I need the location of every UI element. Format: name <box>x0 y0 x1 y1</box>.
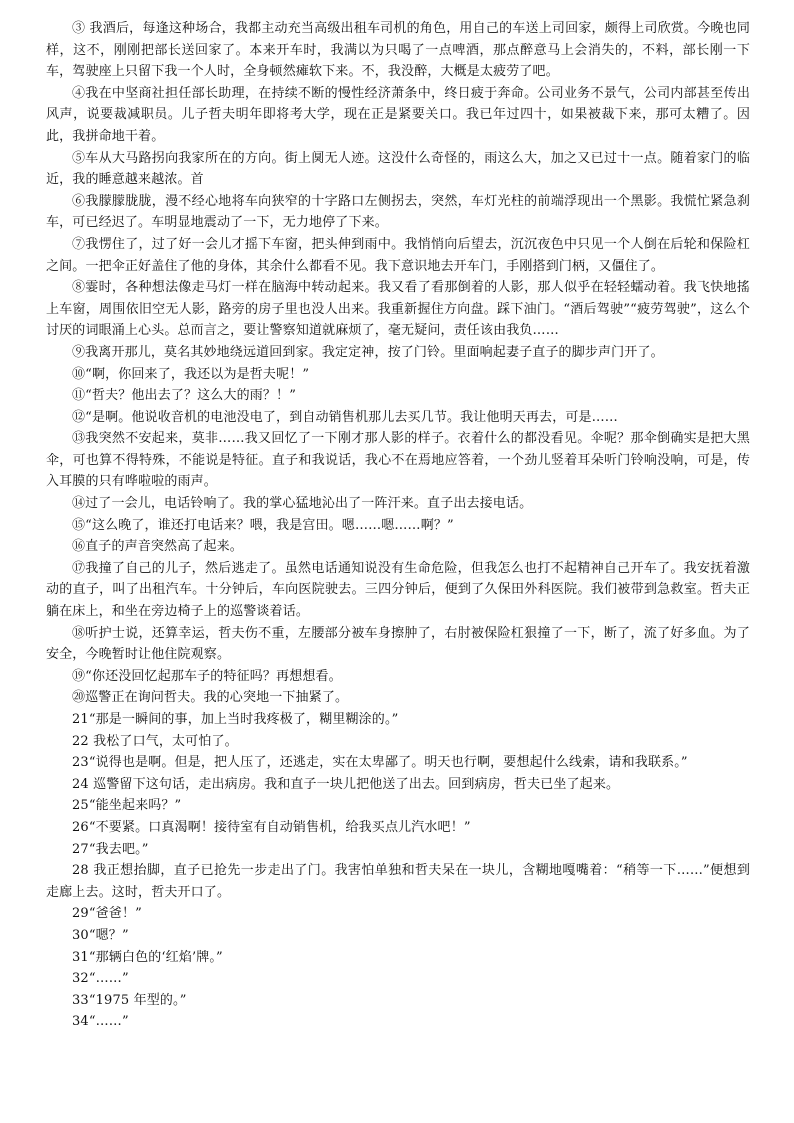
paragraph-21: 21“那是一瞬间的事，加上当时我疼极了，糊里糊涂的。” <box>72 712 399 727</box>
paragraph-14: ⑭过了一会儿，电话铃响了。我的掌心猛地沁出了一阵汗来。直子出去接电话。 <box>72 496 533 512</box>
paragraph-13: ⑬我突然不安起来，莫非……我又回忆了一下刚才那人影的样子。衣着什么的都没看见。伞呢？那伞倒确实是把大黑伞，可也算不得特殊，不能说是特征。直子和我说话，我心不在焉地应答着，一个劲儿竖着耳朵听门铃响没响，可是，传入耳膜的只有哗啦啦的雨声。 <box>46 431 750 490</box>
paragraph-17: ⑰我撞了自己的儿子，然后逃走了。虽然电话通知说没有生命危险，但我怎么也打不起精神自己开车了。我安抚着激动的直子，叫了出租汽车。十分钟后，车向医院驶去。三四分钟后，便到了久保田外科医院。我们被带到急救室。哲夫正躺在床上，和坐在旁边椅子上的巡警谈着话。 <box>46 560 750 620</box>
paragraph-4: ④我在中坚商社担任部长助理，在持续不断的慢性经济萧条中，终日疲于奔命。公司业务不景气，公司内部甚至传出风声，说要裁减职员。儿子哲夫明年即将考大学，现在正是紧要关口。我已年过四十，如果被裁下来，那可太糟了。因此，我拼命地干着。 <box>46 85 750 144</box>
paragraph-30: 30“嗯？” <box>72 927 129 943</box>
paragraph-24: 24 巡警留下这句话，走出病房。我和直子一块儿把他送了出去。回到病房，哲夫已坐了起来。 <box>72 776 620 792</box>
paragraph-15: ⑮“这么晚了，谁还打电话来？喂，我是宫田。嗯……嗯……啊？” <box>72 517 454 533</box>
paragraph-31: 31“那辆白色的‘红焰’牌。” <box>72 949 223 965</box>
paragraph-28: 28 我正想抬脚，直子已抢先一步走出了门。我害怕单独和哲夫呆在一块儿，含糊地嘎嘴着：“稍等一下……”便想到走廊上去。这时，哲夫开口了。 <box>46 863 750 900</box>
paragraph-26: 26“不要紧。口真渴啊！接待室有自动销售机，给我买点儿汽水吧！” <box>72 819 471 835</box>
paragraph-34: 34“……” <box>72 1014 129 1030</box>
paragraph-33: 33“1975 年型的。” <box>72 992 187 1008</box>
paragraph-9: ⑨我离开那儿，莫名其妙地绕远道回到家。我定定神，按了门铃。里面响起妻子直子的脚步声门开了。 <box>72 344 664 360</box>
paragraph-29: 29“爸爸！” <box>72 906 142 922</box>
paragraph-25: 25“能坐起来吗？” <box>72 798 182 814</box>
paragraph-10: ⑩“啊，你回来了，我还以为是哲夫呢！” <box>72 366 310 382</box>
paragraph-32: 32“……” <box>72 971 129 987</box>
paragraph-7: ⑦我愣住了，过了好一会儿才摇下车窗，把头伸到雨中。我悄悄向后望去，沉沉夜色中只见一个人倒在后轮和保险杠之间。一把伞正好盖住了他的身体，其余什么都看不见。我下意识地去开车门，手刚搭到门柄，又僵住了。 <box>46 236 750 274</box>
paragraph-18: ⑱听护士说，还算幸运，哲夫伤不重，左腰部分被车身擦肿了，右肘被保险杠狠撞了一下，断了，流了好多血。为了安全，今晚暂时让他住院观察。 <box>46 625 750 663</box>
document-page <box>46 18 750 1033</box>
paragraph-22: 22 我松了口气，太可怕了。 <box>72 733 238 749</box>
paragraph-20: ⑳巡警正在询问哲夫。我的心突地一下抽紧了。 <box>72 690 349 706</box>
paragraph-6: ⑥我朦朦胧胧，漫不经心地将车向狭窄的十字路口左侧拐去，突然，车灯光柱的前端浮现出一个黑影。我慌忙紧急刹车，可已经迟了。车明显地震动了一下，无力地停了下来。 <box>46 193 750 231</box>
paragraph-11: ⑪“哲夫？他出去了？这么大的雨？！” <box>72 388 296 404</box>
paragraph-19: ⑲“你还没回忆起那车子的特征吗？再想想看。 <box>72 668 342 684</box>
paragraph-12: ⑫“是啊。他说收音机的电池没电了，到自动销售机那儿去买几节。我让他明天再去，可是…… <box>72 409 618 425</box>
paragraph-8: ⑧霎时，各种想法像走马灯一样在脑海中转动起来。我又看了看那倒着的人影，那人似乎在轻轻蠕动着。我飞快地搖上车窗，周围依旧空无人影，路旁的房子里也没人出来。我重新握住方向盘。踩下油门。“酒后驾驶”“疲劳驾驶”，这么个讨厌的词眼涌上心头。总而言之，要让警察知道就麻烦了，毫无疑问，责任该由我负…… <box>46 280 750 339</box>
paragraph-16: ⑯直子的声音突然高了起来。 <box>72 539 243 555</box>
paragraph-27: 27“我去吧。” <box>72 841 149 857</box>
paragraph-3: ③ 我酒后，每逢这种场合，我都主动充当高级出租车司机的角色，用自己的车送上司回家，颇得上司欣赏。今晚也同样，这不，刚刚把部长送回家了。本来开车时，我满以为只喝了一点啤酒，那点醉意马上会消失的，不料，部长刚一下车，驾驶座上只留下我一个人时，全身顿然瘫软下来。不，我没醉，大概是太疲劳了吧。 <box>46 21 750 80</box>
paragraph-5: ⑤车从大马路拐向我家所在的方向。街上阒无人迹。这没什么奇怪的，雨这么大，加之又已过十一点。随着家门的临近，我的睡意越来越浓。首 <box>46 150 750 188</box>
paragraph-23: 23“说得也是啊。但是，把人压了，还逃走，实在太卑鄙了。明天也行啊，要想起什么线索，请和我联系。” <box>72 755 688 771</box>
